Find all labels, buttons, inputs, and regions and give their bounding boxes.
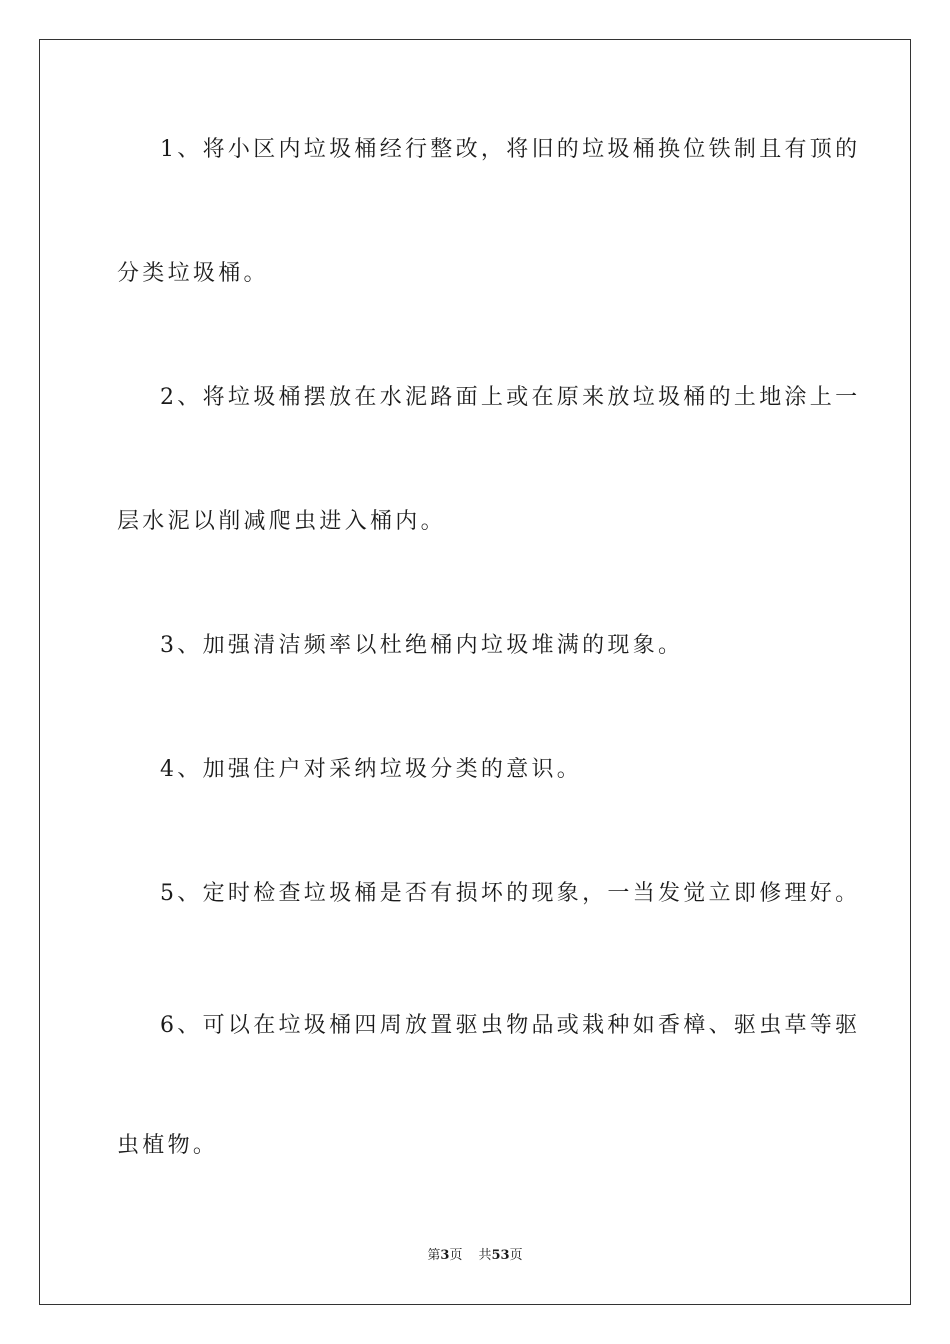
paragraph-1-line-1: 1、将小区内垃圾桶经行整改，将旧的垃圾桶换位铁制且有顶的 — [160, 137, 861, 162]
page-footer — [0, 1247, 950, 1265]
paragraph-5-line-1: 5、定时检查垃圾桶是否有损坏的现象，一当发觉立即修理好。 — [160, 881, 861, 906]
paragraph-6-line-1: 6、可以在垃圾桶四周放置驱虫物品或栽种如香樟、驱虫草等驱 — [160, 1013, 861, 1038]
paragraph-4-line-1: 4、加强住户对采纳垃圾分类的意识。 — [160, 757, 583, 782]
paragraph-3-line-1: 3、加强清洁频率以杜绝桶内垃圾堆满的现象。 — [160, 633, 684, 658]
paragraph-2-line-2: 层水泥以削减爬虫进入桶内。 — [117, 509, 446, 534]
footer-total-suffix: 页 — [509, 1248, 523, 1263]
paragraph-6-line-2: 虫植物。 — [117, 1133, 219, 1158]
paragraph-2-line-1: 2、将垃圾桶摆放在水泥路面上或在原来放垃圾桶的土地涂上一 — [160, 385, 861, 410]
footer-page-prefix: 第 — [427, 1248, 441, 1263]
footer-page-number: 3 — [440, 1248, 450, 1263]
paragraph-1-line-2: 分类垃圾桶。 — [117, 261, 269, 286]
footer-total-prefix: 共 — [478, 1248, 492, 1263]
footer-page-suffix: 页 — [449, 1248, 463, 1263]
page-border — [39, 39, 911, 1305]
footer-total-pages: 53 — [491, 1248, 510, 1263]
